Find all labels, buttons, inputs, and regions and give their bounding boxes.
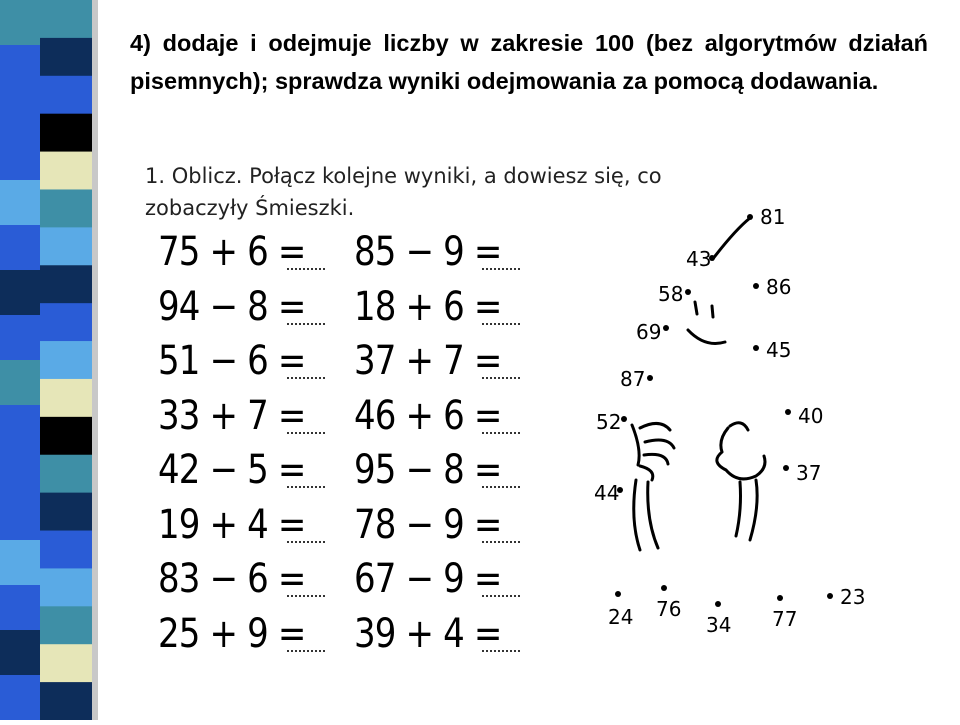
answer-blank[interactable] (287, 640, 325, 652)
equation-expression: 42 − 5 = (158, 447, 306, 493)
dot-point (621, 416, 627, 422)
answer-blank[interactable] (287, 476, 325, 488)
equation-expression: 33 + 7 = (158, 392, 306, 439)
stripe-block (0, 0, 40, 45)
dot-label: 23 (840, 585, 866, 609)
dot-point (753, 283, 759, 289)
stripe-block (0, 630, 40, 675)
equation-expression: 94 − 8 = (158, 283, 306, 330)
dot-point (685, 289, 691, 295)
stripe-block (40, 152, 92, 191)
equation-expression: 85 − 9 = (354, 229, 502, 275)
answer-blank[interactable] (287, 531, 325, 543)
equation-expression: 78 − 9 = (354, 501, 502, 548)
dot-point (777, 595, 783, 601)
answer-blank[interactable] (482, 422, 520, 434)
stripe-block (40, 455, 92, 494)
equation-expression: 51 − 6 = (158, 338, 306, 384)
stripe-block (0, 360, 40, 405)
stripe-block (40, 493, 92, 532)
equation-expression: 37 + 7 = (354, 338, 502, 384)
stripe-block (40, 568, 92, 607)
stripe-block (0, 540, 40, 585)
answer-blank[interactable] (482, 531, 520, 543)
answer-blank[interactable] (287, 313, 325, 325)
equation-expression: 19 + 4 = (158, 501, 306, 548)
equation-expression: 75 + 6 = (158, 229, 306, 275)
stripe-block (0, 180, 40, 225)
dot-point (661, 585, 667, 591)
equation-expression: 95 − 8 = (354, 447, 502, 493)
answer-blank[interactable] (287, 585, 325, 597)
stripe-block (40, 379, 92, 418)
left-hand-drawing (632, 423, 674, 550)
answer-blank[interactable] (482, 367, 520, 379)
dot-point (783, 465, 789, 471)
dot-point (663, 325, 669, 331)
answer-blank[interactable] (287, 258, 325, 270)
stripe-block (40, 114, 92, 153)
stripe-block (40, 303, 92, 342)
dot-label: 76 (656, 597, 682, 621)
dot-label: 40 (798, 404, 824, 428)
instruction-line-1: 1. Oblicz. Połącz kolejne wyniki, a dowiesz się, co (145, 164, 662, 188)
dot-point (615, 591, 621, 597)
stripe-block (0, 90, 40, 135)
dot-point (647, 375, 653, 381)
stripe-block (40, 265, 92, 304)
equation-expression: 83 − 6 = (158, 556, 306, 602)
answer-blank[interactable] (287, 422, 325, 434)
stripe-pattern (0, 0, 108, 720)
dot-to-dot-picture (560, 190, 890, 670)
equation-expression: 18 + 6 = (354, 283, 502, 330)
stripe-block (40, 227, 92, 266)
equation-expression: 67 − 9 = (354, 556, 502, 602)
stripe-block (0, 450, 40, 495)
dot-point (827, 593, 833, 599)
right-hand-drawing (717, 423, 765, 540)
stripe-block (40, 0, 92, 39)
dot-label: 58 (658, 282, 684, 306)
dot-label: 24 (608, 605, 634, 629)
dot-label: 69 (636, 320, 662, 344)
dot-point (715, 601, 721, 607)
dot-label: 87 (620, 367, 646, 391)
dot-point (747, 214, 753, 220)
dot-label: 45 (766, 338, 792, 362)
answer-blank[interactable] (482, 640, 520, 652)
stripe-block (40, 606, 92, 645)
answer-blank[interactable] (482, 258, 520, 270)
stripe-block (0, 270, 40, 315)
right-eye (712, 306, 713, 317)
stripe-block (40, 189, 92, 228)
left-eye (695, 302, 697, 314)
dot-label: 34 (706, 613, 732, 637)
stripe-block (40, 341, 92, 380)
dot-label: 37 (796, 461, 822, 485)
answer-blank[interactable] (482, 585, 520, 597)
stripe-block (40, 644, 92, 683)
instruction-line-2: zobaczyły Śmieszki. (145, 196, 355, 220)
stripe-block (40, 76, 92, 115)
stripe-block (40, 531, 92, 570)
equation-expression: 39 + 4 = (354, 610, 502, 657)
stripe-block (40, 38, 92, 77)
dot-label: 43 (686, 247, 712, 271)
equation-expression: 46 + 6 = (354, 392, 502, 439)
dot-label: 86 (766, 275, 792, 299)
dot-label: 81 (760, 205, 786, 229)
learning-objective: 4) dodaje i odejmuje liczby w zakresie 100 (bez algorytmów działań pisemnych); sprawdza wyniki odejmowania za pomocą dodawania. (130, 30, 928, 94)
equation-expression: 25 + 9 = (158, 610, 306, 657)
dot-point (785, 409, 791, 415)
answer-blank[interactable] (482, 313, 520, 325)
dot-point (753, 345, 759, 351)
dot-picture-svg (560, 190, 890, 670)
dot-label: 52 (596, 410, 622, 434)
stripe-block (40, 682, 92, 720)
decorative-stripe-bar (0, 0, 108, 720)
answer-blank[interactable] (287, 367, 325, 379)
dot-label: 44 (594, 481, 620, 505)
mouth (688, 330, 725, 344)
connector-line (712, 218, 750, 260)
stripe-block (40, 417, 92, 456)
dot-label: 77 (772, 607, 798, 631)
answer-blank[interactable] (482, 476, 520, 488)
